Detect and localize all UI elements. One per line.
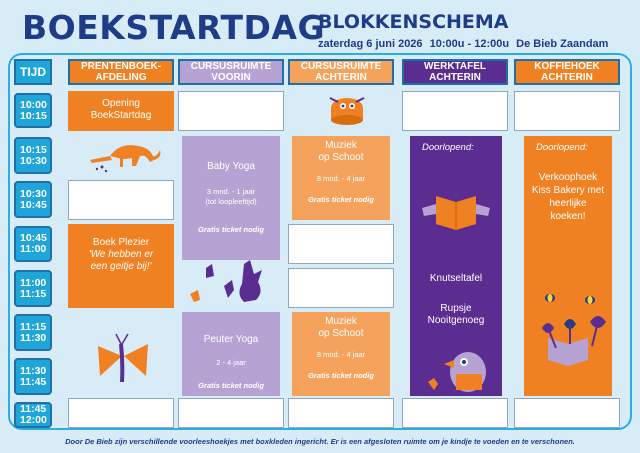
koffie-line: Verkoophoek [538,172,598,183]
time-slot [14,314,52,351]
flowers-bees-icon [534,288,614,366]
baby-yoga-ticket: Gratis ticket nodig [198,225,264,234]
empty-cell [68,398,174,428]
header-tijd: TIJD [14,59,52,85]
muziek-ticket: Gratis ticket nodig [308,195,374,204]
time-start: 11:30 [20,364,47,377]
empty-cell [288,224,394,264]
time-slot [14,402,52,428]
muziek-title: Muziek [325,140,357,151]
time-end: 10:15 [20,109,47,122]
empty-cell [288,398,394,428]
muziek-op-schoot-block [292,136,390,220]
schedule-subtitle: BLOKKENSCHEMA [318,11,509,33]
empty-cell [178,398,284,428]
header-line: ACHTERIN [315,72,367,83]
book-hands-icon [420,186,492,234]
peuter-yoga-block [182,312,280,396]
boek-plezier-title: Boek Plezier [92,237,150,248]
boek-plezier-line: een geitje bij!' [90,261,152,272]
koffie-line: Kiss Bakery met [531,185,605,196]
time-end: 12:00 [20,414,47,426]
header-line: PRENTENBOEK- [80,61,161,72]
header-cursusruimte-achterin [288,59,394,85]
time-end: 11:15 [20,287,47,300]
knutseltafel-block [410,136,502,396]
time-start: 10:30 [20,187,47,200]
time-start: 11:15 [20,320,47,333]
muziek-age: 8 mnd. - 4 jaar [316,350,366,359]
time-start: 11:00 [20,276,47,289]
header-werktafel-achterin [402,59,508,85]
time-slot [14,226,52,262]
header-line: ACHTERIN [429,72,481,83]
muziek-age: 8 mnd. - 4 jaar [316,174,366,183]
empty-cell [68,180,174,220]
doorlopend-label: Doorlopend: [536,142,588,153]
event-place: De Bieb Zaandam [516,38,609,50]
time-end: 11:00 [20,243,47,255]
opening-line: Opening [102,98,140,109]
rupsje-line: Nooitgenoeg [427,315,485,326]
baby-yoga-title: Baby Yoga [207,161,255,172]
peuter-yoga-title: Peuter Yoga [203,334,259,345]
muziek-op-schoot-block [292,312,390,396]
time-end: 11:30 [20,331,47,344]
time-start: 10:15 [20,143,47,156]
header-line: CURSUSRUIMTE [300,61,382,72]
event-date: zaterdag 6 juni 2026 [318,38,423,50]
empty-cell [514,91,620,131]
time-slot [14,181,52,218]
opening-line: BoekStartdag [90,110,152,121]
header-koffiehoek-achterin [514,59,620,85]
time-slot [14,358,52,395]
empty-cell [402,91,508,131]
boek-plezier-line: 'We hebben er [88,249,154,260]
time-start: 11:45 [20,403,47,415]
muziek-ticket: Gratis ticket nodig [308,371,374,380]
time-end: 11:45 [20,375,47,388]
header-line: AFDELING [95,72,147,83]
header-line: VOORIN [211,72,251,83]
time-start: 10:00 [20,98,47,111]
time-end: 10:30 [20,154,47,167]
empty-cell [402,398,508,428]
muziek-title: op Schoot [318,152,364,163]
peuter-yoga-ticket: Gratis ticket nodig [198,381,264,390]
baby-yoga-note: (tot loopleeftijd) [205,197,257,206]
drum-icon [322,90,372,130]
event-details [318,38,608,50]
muziek-title: op Schoot [318,328,364,339]
header-line: WERKTAFEL [423,61,487,72]
time-end: 10:45 [20,198,47,211]
bird-reading-icon [424,346,494,396]
header-prentenboekafdeling [68,59,174,85]
event-time: 10:00u - 12:00u [429,38,510,50]
doorlopend-label: Doorlopend: [422,142,474,153]
rupsje-line: Rupsje [440,303,472,314]
header-line: KOFFIEHOEK [534,61,600,72]
time-slot [14,137,52,174]
opening-block [68,91,174,131]
boek-plezier-block [68,224,174,308]
header-cursusruimte-voorin [178,59,284,85]
anteater-icon [80,138,164,174]
time-slot [14,93,52,128]
baby-yoga-age: 3 mnd. - 1 jaar [206,187,256,196]
koffie-line: heerlijke [549,198,587,209]
butterfly-icon [88,326,158,392]
baby-yoga-block [182,136,280,260]
koffie-line: koeken! [550,211,586,222]
time-start: 10:45 [20,232,47,244]
rabbit-icon [184,258,278,306]
peuter-yoga-age: 2 - 4 jaar [216,358,246,367]
empty-cell [514,398,620,428]
time-slot [14,270,52,307]
empty-cell [288,268,394,308]
page-title: BOEKSTARTDAG [22,8,326,47]
header-line: CURSUSRUIMTE [190,61,272,72]
empty-cell [178,91,284,131]
header-line: ACHTERIN [541,72,593,83]
muziek-title: Muziek [325,316,357,327]
knutseltafel-label: Knutseltafel [429,273,483,284]
footer-note: Door De Bieb zijn verschillende voorleeshoekjes met boxkleden ingericht. Er is een afgesloten ruimte om je kindje te voeden en te verschonen. [65,437,575,446]
